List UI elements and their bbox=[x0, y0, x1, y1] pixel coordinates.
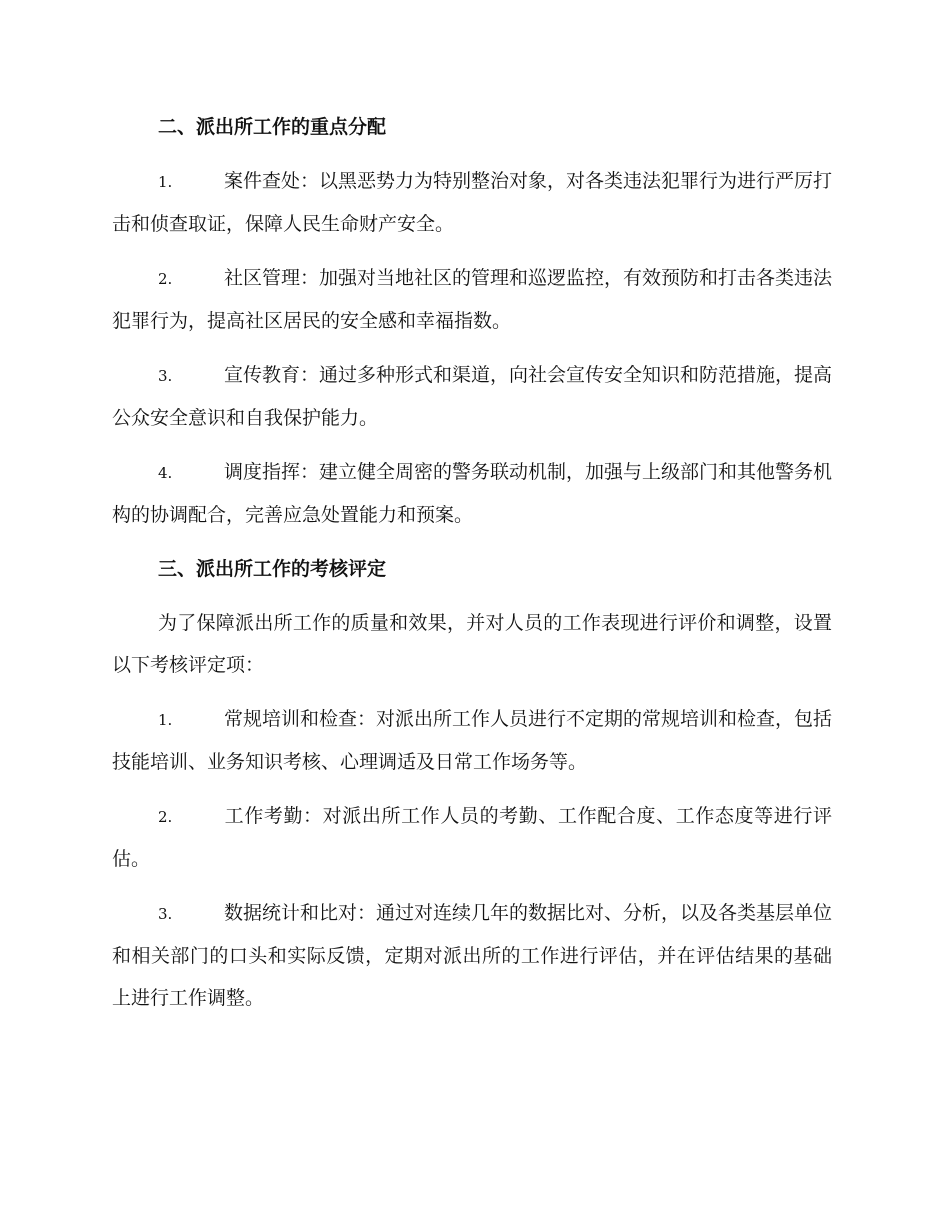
item-text: 宣传教育：通过多种形式和渠道，向社会宣传安全知识和防范措施，提高公众安全意识和自我保护能力。 bbox=[112, 364, 833, 429]
item-number: 1. bbox=[158, 173, 173, 191]
item-number: 3. bbox=[158, 905, 173, 923]
item-text: 数据统计和比对：通过对连续几年的数据比对、分析，以及各类基层单位和相关部门的口头和实际反馈，定期对派出所的工作进行评估，并在评估结果的基础上进行工作调整。 bbox=[112, 902, 833, 1009]
item-text: 工作考勤：对派出所工作人员的考勤、工作配合度、工作态度等进行评估。 bbox=[112, 805, 832, 870]
section-heading-3: 三、派出所工作的考核评定 bbox=[158, 558, 387, 580]
item-text: 案件查处：以黑恶势力为特别整治对象，对各类违法犯罪行为进行严厉打击和侦查取证，保障人民生命财产安全。 bbox=[112, 170, 833, 235]
item-number: 1. bbox=[158, 711, 173, 729]
list-item bbox=[112, 160, 832, 245]
section-intro: 为了保障派出所工作的质量和效果，并对人员的工作表现进行评价和调整，设置以下考核评定项： bbox=[112, 612, 832, 676]
list-item bbox=[112, 451, 832, 536]
item-number: 2. bbox=[158, 808, 173, 826]
section-heading-2: 二、派出所工作的重点分配 bbox=[158, 116, 387, 138]
item-number: 3. bbox=[158, 367, 173, 385]
list-item bbox=[112, 892, 832, 1019]
list-item bbox=[112, 698, 832, 783]
item-number: 2. bbox=[158, 270, 173, 288]
document-page bbox=[112, 106, 832, 1031]
list-item bbox=[112, 354, 832, 439]
item-text: 调度指挥：建立健全周密的警务联动机制，加强与上级部门和其他警务机构的协调配合，完善应急处置能力和预案。 bbox=[112, 461, 833, 526]
item-number: 4. bbox=[158, 464, 173, 482]
item-text: 社区管理：加强对当地社区的管理和巡逻监控，有效预防和打击各类违法犯罪行为，提高社区居民的安全感和幸福指数。 bbox=[112, 267, 833, 332]
item-text: 常规培训和检查：对派出所工作人员进行不定期的常规培训和检查，包括技能培训、业务知识考核、心理调适及日常工作场务等。 bbox=[112, 708, 833, 773]
list-item bbox=[112, 257, 832, 342]
list-item bbox=[112, 795, 832, 880]
